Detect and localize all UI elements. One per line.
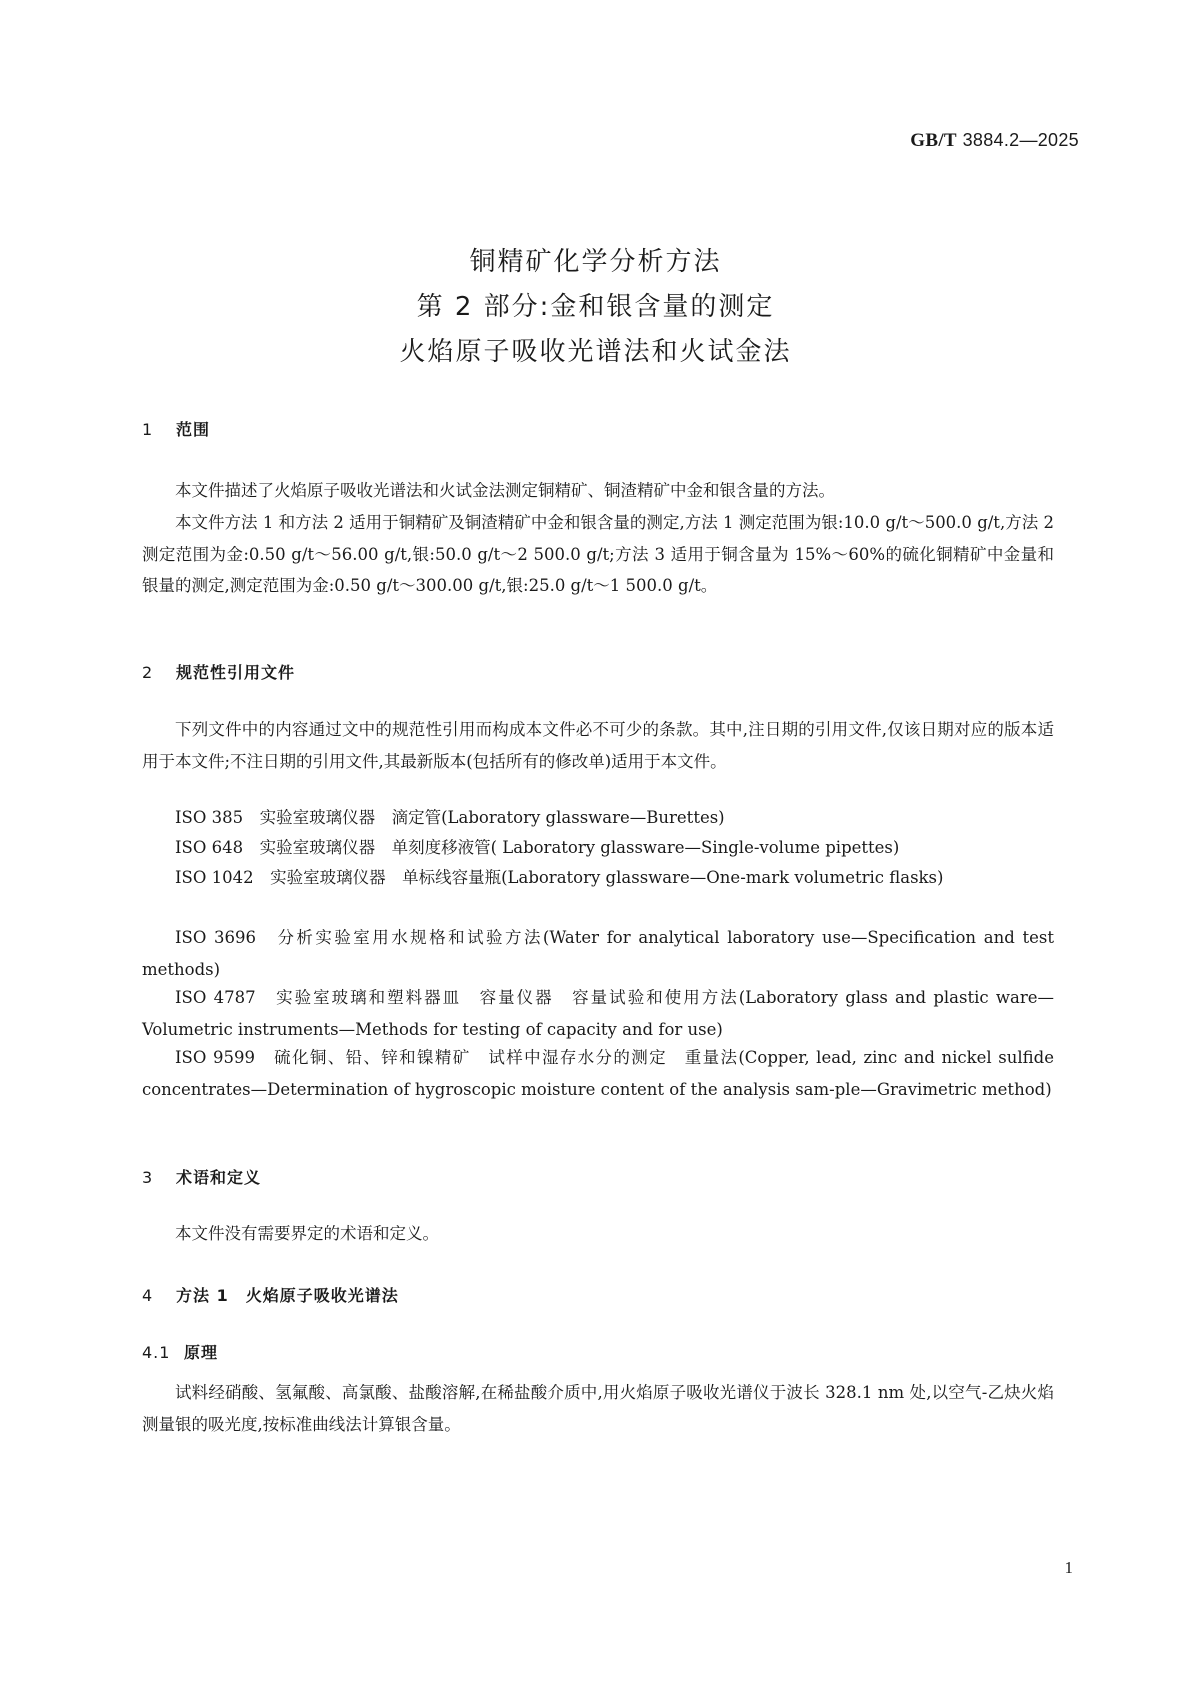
section-title: 范围 — [176, 420, 211, 439]
standard-number: 3884.2—2025 — [962, 130, 1079, 150]
page-number: 1 — [1064, 1558, 1073, 1577]
section-heading-1 — [142, 417, 210, 440]
reference-item: ISO 1042 实验室玻璃仪器 单标线容量瓶(Laboratory glassware—One-mark volumetric flasks) — [175, 868, 944, 887]
section-title: 方法 1 火焰原子吸收光谱法 — [176, 1286, 399, 1305]
section-number: 4 — [142, 1286, 154, 1305]
subsection-heading-4-1 — [142, 1340, 218, 1363]
paragraph: 本文件没有需要界定的术语和定义。 — [175, 1224, 439, 1243]
section-heading-4 — [142, 1283, 399, 1306]
reference-item: ISO 4787 实验室玻璃和塑料器皿 容量仪器 容量试验和使用方法(Laboratory glass and plastic ware—Volumetric instruments—Methods for testing of capacity and for use) — [142, 988, 1054, 1039]
title-line-2: 第 2 部分:金和银含量的测定 — [416, 292, 775, 322]
document-title — [0, 240, 1191, 375]
paragraph: 试料经硝酸、氢氟酸、高氯酸、盐酸溶解,在稀盐酸介质中,用火焰原子吸收光谱仪于波长 328.1 nm 处,以空气-乙炔火焰测量银的吸光度,按标准曲线法计算银含量。 — [142, 1383, 1054, 1434]
subsection-number: 4.1 — [142, 1343, 171, 1362]
reference-item: ISO 9599 硫化铜、铅、锌和镍精矿 试样中湿存水分的测定 重量法(Copper, lead, zinc and nickel sulfide concentrates—Determination of hygroscopic moisture content of the analysis sam-ple—Gravimetric method) — [142, 1048, 1054, 1099]
reference-item: ISO 648 实验室玻璃仪器 单刻度移液管( Laboratory glassware—Single-volume pipettes) — [175, 838, 900, 857]
section-title: 规范性引用文件 — [176, 663, 296, 682]
reference-item: ISO 385 实验室玻璃仪器 滴定管(Laboratory glassware—Burettes) — [175, 808, 725, 827]
section-title: 术语和定义 — [176, 1168, 262, 1187]
section-heading-2 — [142, 660, 295, 683]
paragraph: 本文件描述了火焰原子吸收光谱法和火试金法测定铜精矿、铜渣精矿中金和银含量的方法。 — [175, 481, 835, 500]
section-number: 3 — [142, 1168, 154, 1187]
reference-item: ISO 3696 分析实验室用水规格和试验方法(Water for analytical laboratory use—Specification and test methods) — [142, 928, 1054, 979]
paragraph: 本文件方法 1 和方法 2 适用于铜精矿及铜渣精矿中金和银含量的测定,方法 1 测定范围为银:10.0 g/t～500.0 g/t,方法 2 测定范围为金:0.50 g/t～56.00 g/t,银:50.0 g/t～2 500.0 g/t;方法 3 适用于铜含量为 15%～60%的硫化铜精矿中金量和银量的测定,测定范围为金:0.50 g/t～300.00 g/t,银:25.0 g/t～1 500.0 g/t。 — [142, 513, 1054, 595]
subsection-title: 原理 — [184, 1343, 219, 1362]
title-line-1: 铜精矿化学分析方法 — [469, 247, 722, 277]
section-number: 1 — [142, 420, 154, 439]
standard-code — [910, 130, 1079, 152]
paragraph: 下列文件中的内容通过文中的规范性引用而构成本文件必不可少的条款。其中,注日期的引用文件,仅该日期对应的版本适用于本文件;不注日期的引用文件,其最新版本(包括所有的修改单)适用于本文件。 — [142, 720, 1054, 771]
title-line-3: 火焰原子吸收光谱法和火试金法 — [399, 337, 792, 367]
standard-prefix: GB/T — [910, 130, 957, 151]
section-number: 2 — [142, 663, 154, 682]
section-heading-3 — [142, 1165, 261, 1188]
